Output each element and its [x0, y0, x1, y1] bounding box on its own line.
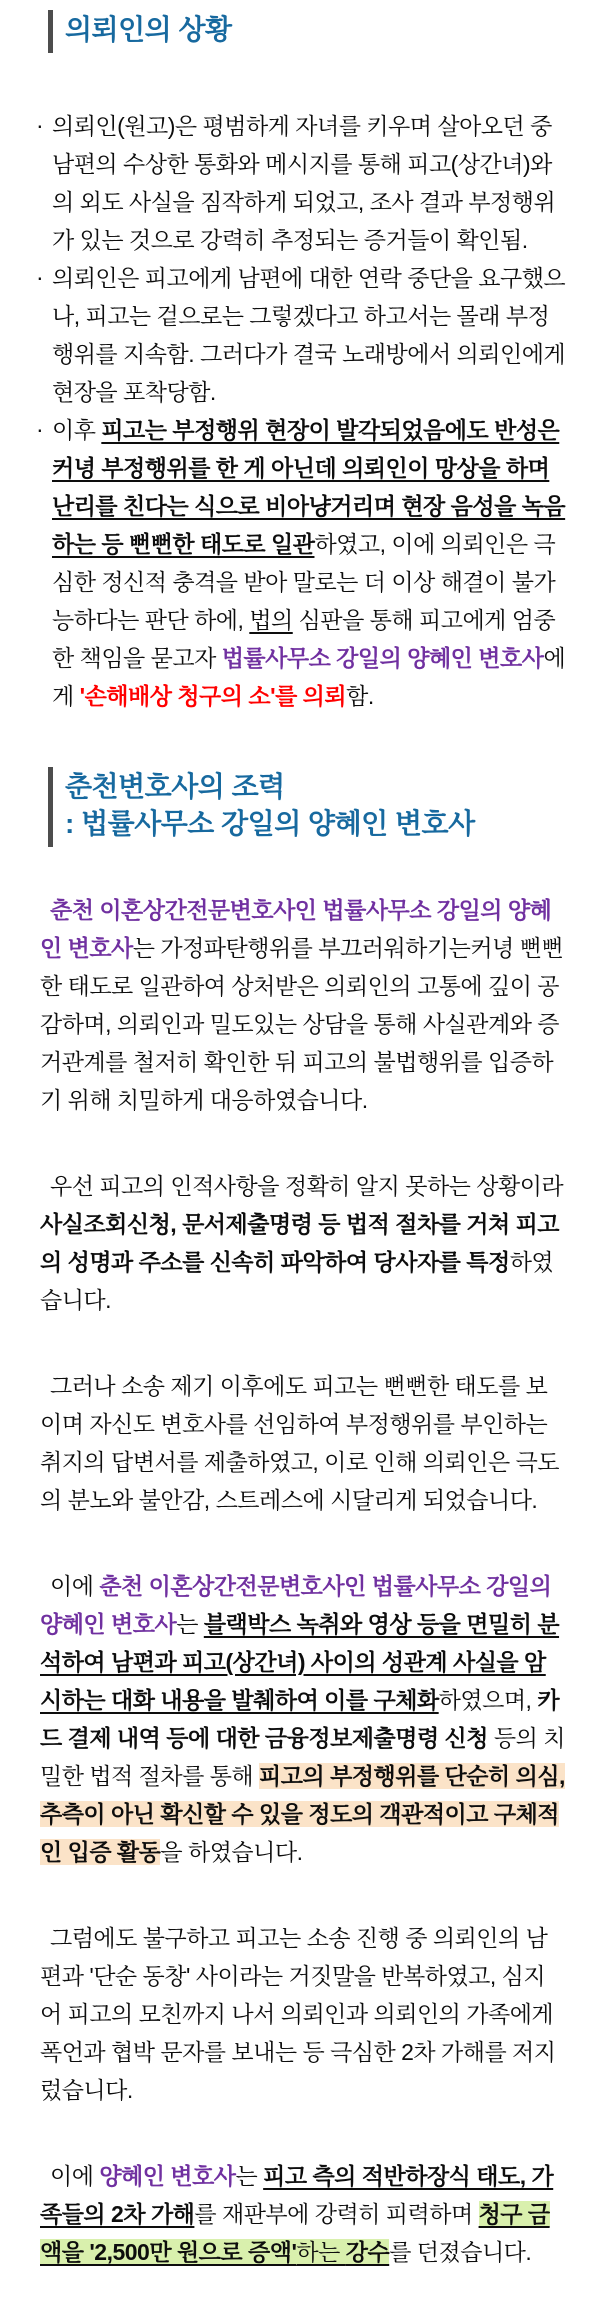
- section1-header: [48, 10, 566, 53]
- text-segment: 법의: [249, 606, 293, 633]
- text-segment: '손해배상 청구의 소'를 의뢰: [79, 682, 347, 709]
- bullet-marker-icon: ·: [36, 263, 44, 290]
- text-segment: 피고 측의 적반하장식 태도, 가족들의 2차 가해: [40, 2162, 554, 2227]
- text-segment: 심판을 통해 피고에게 엄중한 책임을 묻고자: [52, 606, 556, 671]
- section2-title: [53, 767, 475, 847]
- text-segment: 을 하였습니다.: [160, 1838, 303, 1865]
- bullet-item: [36, 259, 566, 411]
- text-segment: 하는: [296, 2238, 346, 2265]
- text-segment: 에게: [52, 644, 566, 709]
- text-segment: 피고는 부정행위 현장이 발각되었음에도 반성은커녕 부정행위를 한 게 아닌데 의뢰인이 망상을 하며 난리를 친다는 식으로 비아냥거리며 현장 음성을 녹음하는 등 뻔뻔한 태도로 일관: [52, 416, 566, 557]
- text-segment: 우선 피고의 인적사항을 정확히 알지 못하는 상황이라: [50, 1172, 564, 1199]
- text-segment: 춘천 이혼상간전문변호사인 법률사무소 강일의 양혜인 변호사: [40, 1572, 552, 1637]
- text-segment: 는: [176, 1610, 204, 1637]
- assistance-paragraphs: [40, 891, 566, 2271]
- text-segment: 강수: [345, 2238, 390, 2265]
- bullet-marker-icon: ·: [36, 111, 44, 138]
- section2-title-line1: 춘천변호사의 조력: [65, 770, 285, 802]
- text-segment: 블랙박스 녹취와 영상 등을 면밀히 분석하여 남편과 피고(상간녀) 사이의 성관계 사실을 암시하는 대화 내용을 발췌하여 이를 구체화: [40, 1610, 560, 1713]
- section1-title: 의뢰인의 상황: [65, 14, 232, 45]
- text-segment: 는: [235, 2162, 264, 2189]
- text-segment: 를 재판부에 강력히 피력하며: [194, 2200, 479, 2227]
- text-segment: 춘천 이혼상간전문변호사인 법률사무소 강일의 양혜인 변호사: [40, 896, 552, 961]
- section-lawyer-assistance: [40, 767, 566, 2271]
- paragraph: [40, 1919, 566, 2109]
- paragraph: [40, 1367, 566, 1519]
- text-segment: 를 던졌습니다.: [389, 2238, 532, 2265]
- text-segment: 의뢰인(원고)은 평범하게 자녀를 키우며 살아오던 중 남편의 수상한 통화와 메시지를 통해 피고(상간녀)와의 외도 사실을 짐작하게 되었고, 조사 결과 부정행위가 있는 것으로 강력히 추정되는 증거들이 확인됨.: [52, 112, 556, 253]
- paragraph: [40, 2157, 566, 2271]
- text-segment: 피고의 부정행위를 단순히 의심, 추측이 아닌 확신할 수 있을 정도의 객관적이고 구체적인 입증 활동: [40, 1762, 565, 1865]
- text-segment: 함.: [346, 682, 374, 709]
- text-segment: 청구 금액을 '2,500만 원으로 증액': [40, 2200, 550, 2265]
- text-segment: 이에: [50, 1572, 100, 1599]
- client-situation-bullet-list: [36, 107, 566, 715]
- bullet-item: [36, 411, 566, 715]
- text-segment: 의뢰인은 피고에게 남편에 대한 연락 중단을 요구했으나, 피고는 겉으로는 그렇겠다고 하고서는 몰래 부정행위를 지속함. 그러다가 결국 노래방에서 의뢰인에게 현장을 포착당함.: [52, 264, 566, 405]
- text-segment: 양혜인 변호사: [99, 2162, 236, 2189]
- text-segment: 하였습니다.: [40, 1248, 554, 1313]
- bullet-marker-icon: ·: [36, 415, 44, 442]
- text-segment: 등의 치밀한 법적 절차를 통해: [40, 1724, 565, 1789]
- paragraph: [40, 891, 566, 1119]
- text-segment: 이후: [52, 416, 102, 443]
- text-segment: 그럼에도 불구하고 피고는 소송 진행 중 의뢰인의 남편과 '단순 동창' 사이라는 거짓말을 반복하였고, 심지어 피고의 모친까지 나서 의뢰인과 의뢰인의 가족에게 폭언과 협박 문자를 보내는 등 극심한 2차 가해를 저지렀습니다.: [40, 1924, 556, 2103]
- paragraph: [40, 1567, 566, 1871]
- text-segment: 이에: [50, 2162, 100, 2189]
- text-segment: 카드 결제 내역 등에 대한 금융정보제출명령 신청: [40, 1686, 560, 1751]
- text-segment: 사실조회신청, 문서제출명령 등 법적 절차를 거쳐 피고의 성명과 주소를 신속히 파악하여 당사자를 특정: [40, 1210, 560, 1275]
- text-segment: 하였고, 이에 의뢰인은 극심한 정신적 충격을 받아 말로는 더 이상 해결이 불가능하다는 판단 하에,: [52, 530, 556, 633]
- text-segment: 는 가정파탄행위를 부끄러워하기는커녕 뻔뻔한 태도로 일관하여 상처받은 의뢰인의 고통에 깊이 공감하며, 의뢰인과 밀도있는 상담을 통해 사실관계와 증거관계를 철저히 확인한 뒤 피고의 불법행위를 입증하기 위해 치밀하게 대응하였습니다.: [40, 934, 564, 1113]
- text-segment: 법률사무소 강일의 양혜인 변호사: [221, 644, 544, 671]
- section2-header: [48, 767, 566, 847]
- section-client-situation: [36, 10, 566, 715]
- text-segment: 하였으며,: [438, 1686, 538, 1713]
- bullet-item: [36, 107, 566, 259]
- section2-title-line2: : 법률사무소 강일의 양혜인 변호사: [65, 807, 475, 839]
- text-segment: 그러나 소송 제기 이후에도 피고는 뻔뻔한 태도를 보이며 자신도 변호사를 선임하여 부정행위를 부인하는 취지의 답변서를 제출하였고, 이로 인해 의뢰인은 극도의 분노와 불안감, 스트레스에 시달리게 되었습니다.: [40, 1372, 560, 1513]
- paragraph: [40, 1167, 566, 1319]
